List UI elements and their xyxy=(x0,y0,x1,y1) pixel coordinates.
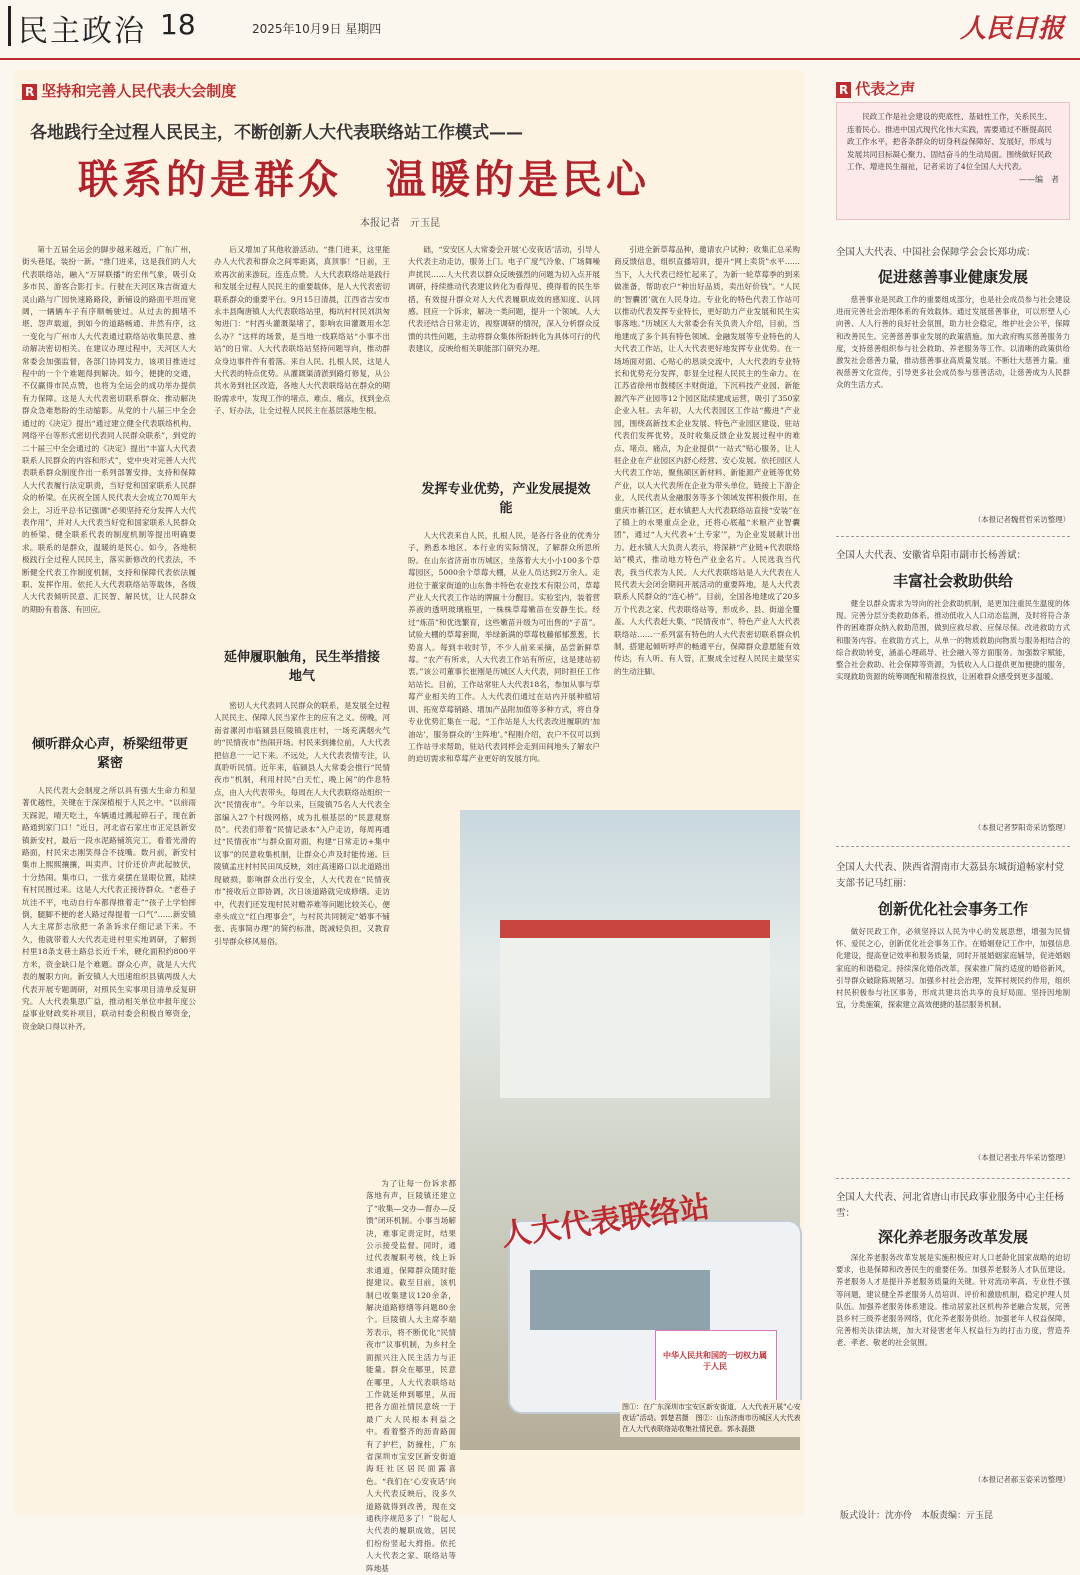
photo-bus-sign: 人大代表联络站 xyxy=(499,1189,712,1254)
intro-text: 民政工作是社会建设的兜底性、基础性工作，关系民生、连着民心。推进中国式现代化伟大实践，需要通过不断提高民政工作水平，把各条群众的切身利益保障好、发展好，形成与发展共同目标凝心聚力、固结奋斗的生动局面。围绕做好民政工作、增进民生福祉，记者采访了4位全国人大代表。 xyxy=(847,112,1053,171)
item-role: 全国人大代表、陕西省渭南市大荔县东城街道畅家村党支部书记马红丽： xyxy=(836,862,1065,889)
item-reporter: （本报记者张丹华采访整理） xyxy=(973,1153,1070,1162)
subhead-3: 发挥专业优势，产业发展提效能 xyxy=(421,482,591,516)
headline: 联系的是群众 温暖的是民心 xyxy=(78,157,650,203)
publish-date: 2025年10月9日 星期四 xyxy=(252,22,382,36)
subhead-2: 延伸履职触角，民生举措接地气 xyxy=(223,650,380,684)
article-text: 础，“安安区人大常委会开展‘心安夜话’活动，引导人大代表主动走访，服务上门。电子广度气冷象、广场舞噪声扰民……人大代表以群众反映强烈的问题为切入点开展调研，持续推动代表建议转化为看得见、摸得着的民生举措，有效提升群众对人大代表履职成效的感知度、认同感。回应一个诉求，解决一类问题，提升一个领域。人大代表还结合日常走访，视察调研的情况，深入分析群众反馈的共性问题，主动将群众集体所盼转化为具体可行的代表建议，反映给相关职能部门研究办理。 xyxy=(408,245,600,354)
article-column-1b xyxy=(22,785,196,1505)
item-body xyxy=(836,294,1070,512)
byline: 本报记者 亓玉昆 xyxy=(360,218,440,229)
article-column-2b xyxy=(214,700,390,1505)
kicker: 各地践行全过程人民民主，不断创新人大代表联络站工作模式—— xyxy=(30,123,523,143)
photo-bus-window xyxy=(530,1270,710,1330)
page-number: 18 xyxy=(160,8,196,41)
item-role: 全国人大代表、河北省唐山市民政事业服务中心主任杨雪： xyxy=(836,1192,1065,1219)
item-body-text: 做好民政工作，必须坚持以人民为中心的发展思想，增强为民情怀、爱民之心，创新优化社会事务工作。在婚姻登记工作中，加强信息化建设，提高登记效率和服务质量，同时开展婚姻家庭辅导，促进婚姻家庭的和谐稳定。持续深化婚俗改革，探索推广简约适度的婚俗新风，引导群众破除陈规陋习。加强乡村社会治理，发挥村规民约作用，组织村民积极参与社区事务，形成共建共治共享的良好局面。坚持因地制宜，分类施策，探索建立高效便捷的基层服务机制。 xyxy=(836,927,1070,1010)
divider xyxy=(836,846,1070,847)
article-text: 后又增加了其他收游活动。“推门进来，这里能办人大代表和群众之间零距离，真顶事！”日前，王欢再次前来游玩，连连点赞。人大代表联络站是践行和发展全过程人民民主的重要载体，是人大代表密切联系群众的重要平台。9月15日清晨，江西省吉安市永丰县陶唐镇人大代表联络站里，梅坑村村民刘洪匆匆进门：“村西头灌溉渠堵了，影响农田灌溉用水怎么办？”这样的场景，是当地一线联络站“小事不出站”的日常。人大代表联络站坚持问题导向，推动群众身边事件件有着落。来自人民、扎根人民，这是人大代表的特点优势。从灌溉渠清淤到路灯修复，从公共水务到社区改造，各地人大代表联络站在群众的期盼需求中，发现工作的堵点、难点、痛点，找到金点子、好办法，让全过程人民民主在基层落地生根。 xyxy=(214,245,390,416)
article-text: 为了让每一份诉求都落地有声，巨陵镇还建立了“收集—交办—督办—反馈”闭环机制。小事当场解决，难事定责定时，结果公示接受监督。同时，通过代表履职考核，线上诉求通道，保障群众随时能提建议。截至目前，该机制已收集建议120余条，解决道路修缮等问题80余个。巨陵镇人大主席李端芳表示，将不断优化“民情夜市”议事机制，为乡村全面振兴注入民主活力与正能量。群众在哪里，民意在哪里，人大代表联络站工作就延伸到哪里，从而把各方面社情民意统一于最广大人民根本利益之中。看着整齐的沥青路面有了护栏，防撞柱，广东省深圳市宝安区新安街道海旺社区居民面露喜色。“我们在‘心安夜话’向人大代表反映后，没多久道路就得到改善，现在交通秩序规范多了！”说起人大代表的履职成效，居民们纷纷竖起大拇指。依托人大代表之家、联络站等阵地基 xyxy=(366,1179,456,1573)
side-tag-text: 代表之声 xyxy=(855,80,916,98)
feature-photo xyxy=(460,810,800,1450)
article-column-5 xyxy=(366,1178,456,1573)
photo-panel-text: 中华人民共和国的一切权力属于人民 xyxy=(663,1351,767,1371)
item-title: 深化养老服务改革发展 xyxy=(877,1228,1028,1246)
item-role: 全国人大代表、中国社会保障学会会长郑功成： xyxy=(836,247,1036,258)
article-column-3 xyxy=(408,244,600,480)
item-body-text: 深化养老服务改革发展是实施积极应对人口老龄化国家战略的迫切要求，也是保障和改善民生的重要任务。加强养老服务人才队伍建设。养老服务人才是提升养老服务质量的关键。针对流动率高、专业性不强等问题，建议健全养老服务人员培训、评价和激励机制，稳定护理人员队伍。加强养老服务体系建设。推动居家社区机构养老融合发展，完善县乡村三级养老服务网络，优化养老服务供给。加强老年人权益保障。完善相关法律法规，加大对侵害老年人权益行为的打击力度，营造养老、孝老、敬老的社会氛围。 xyxy=(836,1253,1070,1348)
item-reporter: （本报记者郝玉姿采访整理） xyxy=(973,1475,1070,1484)
newspaper-logo: 人民日报 xyxy=(960,14,1065,44)
r-badge-icon: R xyxy=(836,82,851,98)
item-reporter: （本报记者罗阳奇采访整理） xyxy=(973,823,1070,832)
item-title: 丰富社会救助供给 xyxy=(892,572,1013,590)
article-text: 人大代表来自人民，扎根人民，是各行各业的优秀分子，熟悉本地区、本行业的实际情况，了解群众所思所盼。在山东省济南市历城区，坐落着大大小小100多个草莓园区，5000余个草莓大棚，从业人员达到2万余人。走进位于董家街道的山东鲁丰特色农业技术有限公司，草莓产业人大代表工作站的牌匾十分醒目。实验室内，装着营养液的透明玻璃瓶里，一株株草莓嫩苗在安静生长。经过“炼苗”和优选繁育，这些嫩苗升级为可出售的“子苗”。试验大棚的草莓套間，举绿新满的草莓枝藤郁郁葱葱，长势喜人。每到丰收时节，不少人前来采摘，品尝新鲜草莓。“农产有所求，人大代表工作站有所应，这是建站初衷。”该公司董事长崔刚是历城区人大代表，同时担任工作站站长。目前，工作站常驻人大代表18名，参加从事与草莓产业相关的工作。人大代表们通过在站内开展种植培训、拓宽草莓销路、增加产品附加值等多种方式，将自身专业优势汇集在一起。“工作站是人大代表改进履职的‘加油站’，服务群众的‘主阵地’。”程刚介绍，农户不仅可以到工作站寻求帮助，驻站代表同样会走到田间地头了解农户的迫切需求和草莓产业更好的发展方向。 xyxy=(408,531,600,764)
item-body xyxy=(836,1252,1070,1470)
divider xyxy=(836,536,1070,537)
article-column-2 xyxy=(214,244,390,648)
column-tag xyxy=(22,80,236,101)
subhead-1: 倾听群众心声，桥梁纽带更紧密 xyxy=(31,737,188,771)
page-credit: 版式设计：沈亦伶 本版责编：亓玉昆 xyxy=(840,1511,994,1521)
side-intro xyxy=(836,102,1070,220)
article-text: 引进全新草莓品种，邀请农户试种；收集汇总采购商反馈信息，组织直播培训，提升“网上卖货”水平……当下，人大代表已经忙起来了，为新一轮草莓季的到来做准备，帮助农户“种出好品质，卖出好价钱”。“人民的‘智囊团’就在人民身边。专业化的特色代表工作站可以推动代表发挥专业特长，更好助力产业发展和民生实事落地。”历城区人大常委会有关负责人介绍，目前，当地建成了多个具有特色领域、金融发展等专业特色的人大代表工作站，让人大代表更好地发挥专业优势。在一场场面对面、心贴心的恳谈交流中，人大代表的专业特长和优势充分发挥，彰显全过程人民民主的生命力。在江苏省徐州市鼓楼区丰财街道，下沉科技产业园、新能源汽车产业园等12个园区陆续建成运营，吸引了350家企业入驻。去年初，人大代表园区工作站“搬进”产业园，围绕高新技术企业发展、特色产业园区建设、驻站代表们发挥优势，及时收集反馈企业发展过程中的难点、堵点、痛点，为企业提供“一站式”贴心服务，让人驻企业在产业园区内舒心经营、安心发展。依托园区人大代表工作站，聚焦硕区新材料、新能源产业链等优势产业，以人大代表所在企业为带头单位，链接上下游企业，人民代表从金融服务等多个领域发挥积极作用。在重庆市綦江区，赶水镇把人大代表联络站直接“安装”在了镇上的水果重点企业，还将心底蕴“米粮产业智囊团”，通过“人大代表+‘土专家’”，为企业发展献计出力。赶水镇人大负责人表示，将深耕“产业链+代表联络站”模式，推动地方特色产业金名片。人民选我当代表，我当代表为人民。人大代表联络站是人大代表在人民代表大会闭会期间开展活动的重要阵地，是人大代表联系人民群众的“连心桥”。目前，全国各地建成了20多万个代表之家、代表联络站等，形成乡、县、街道全覆盖。人大代表赶大集、“民情夜市”、特色产业人大代表联络站……一系列富有特色的人大代表密切联系群众机制，搭建起倾听呼声的畅通平台，保障群众意愿能有效传达，有人听、有人管，汇聚成全过程人民民主最坚实的生动注脚。 xyxy=(614,245,800,676)
r-badge-icon: R xyxy=(22,84,37,100)
item-title: 促进慈善事业健康发展 xyxy=(877,268,1028,286)
article-column-1 xyxy=(22,244,196,732)
article-column-3b xyxy=(408,530,600,805)
photo-tent xyxy=(500,920,770,1098)
divider xyxy=(836,1178,1070,1179)
item-reporter: （本报记者魏哲哲采访整理） xyxy=(973,515,1070,524)
item-title: 创新优化社会事务工作 xyxy=(877,900,1028,918)
item-body xyxy=(836,598,1070,820)
article-column-4 xyxy=(614,244,800,804)
item-body xyxy=(836,926,1070,1148)
section-bar xyxy=(8,6,11,46)
article-text: 密切人大代表同人民群众的联系，是发展全过程人民民主、保障人民当家作主的应有之义。傍晚，河南省漯河市临颍县巨陵镇袁庄村，一场充满烟火气的“民情夜市”热闹开场。村民来到摊位前，人大代表把信息一一记下来。不远处，人大代表表情专注，认真聆听民情。近年来，临颍县人大常委会推行“民情夜市”机制，利用村民“白天忙、晚上闲”的作息特点，由人大代表带头，每周在人大代表联络站组织一次“民情夜市”。今年以来，巨陵镇75名人大代表全部编入27个村级网格，成为扎根基层的“民意观察员”。代表们带着“民情记录本”入户走访，每周再通过“民情夜市”与群众面对面，构建“日常走访+集中议事”的民意收集机制，让群众心声及时能传递。巨陵镇孟庄村村民田凤反映，刘庄高速路口以北道路出现破损，影响群众出行安全，人大代表在“民情夜市”接收后立即协调，次日该道路就完成修缮。走访中，代表们还发现村民对赡养难等问题比较关心，便牵头成立“红白理事会”，与村民共同制定“婚事不铺张、丧事简办理”的简约标准，既减轻负担，又教育引导群众移风易俗。 xyxy=(214,701,390,946)
intro-signature: ——编 者 xyxy=(1019,174,1059,184)
article-text: 第十五届全运会的脚步越来越近，广东广州，街头巷尾，装扮一新。“推门进来，这是我们的人大代表联络站，融入“万屏联播”的宏伟气象，吸引众多市民、游客合影打卡。行驶在天河区珠吉街道大灵山路与广园快速路路段，新铺设的路面平坦而宽阔，一辆辆车子有序顺畅驶过。从过去的拥堵不堪、怨声载道，到如今的道路畅通、井然有序，这一变化与广州市人大代表通过联络站收集民意、推动解决密切相关。在建议办理过程中，天河区人大常委会加强监督，各部门协同发力，该项目推进过程中的一个个难题得到解决。如今，便捷的交通，不仅赢得市民点赞，也将为全运会的成功举办提供有力保障。这是人大代表密切联系群众、推动解决群众急难愁盼的生动缩影。从党的十八届三中全会通过的《决定》提出“通过建立健全代表联络机构、网络平台等形式密切代表同人民群众联系”，到党的二十届三中全会通过的《决定》提出“丰富人大代表联系人民群众的内容和形式”，党中央对完善人大代表联系群众制度作出一系列部署安排，支持和保障人大代表履行法定职责，当好党和国家联系人民群众的桥梁。在庆祝全国人民代表大会成立70周年大会上，习近平总书记强调“必须坚持充分发挥人大代表作用”，并对人大代表当好党和国家联系人民群众的桥梁、健全联系代表的制度机制等提出明确要求。联系的是群众，温暖的是民心。如今，各地积极践行全过程人民民主，落实新修改的代表法，不断健全代表工作制度机制，支持和保障代表依法履职、发挥作用。依托人大代表联络站等载体，各级人大代表倾听民意、汇民智、解民忧，让人民群众的期盼有着落、有回应。 xyxy=(22,245,196,614)
item-role: 全国人大代表、安徽省阜阳市副市长杨善斌： xyxy=(836,550,1027,561)
article-text: 人民代表大会制度之所以具有强大生命力和显著优越性，关键在于深深植根于人民之中。“以前雨天踩泥，晴天吃土，车辆通过溅起碎石子，现在新路通到家门口！”近日，河北省石家庄市正定县新安镇新安村，最后一段水泥路铺筑完工，看着光滑的路面，村民宋志刚笑得合不拢嘴。数月前，新安村集市上熙熙攘攘，叫卖声、讨价还价声此起彼伏，十分热闹。集市口，一张方桌摆在显眼位置，陆续有村民围过来。这是人大代表正接待群众。“老巷子坑洼不平，电动自行车都得推着走”“孩子上学怕摔倒，腿脚不便的老人路过得提着一口气”……新安镇人大主席彭志欣把一条条诉求仔细记录下来。不久，他就带着人大代表走进村里实地调研，了解到村里18条支巷土路总长近千米，硬化面积约800平方米，资金缺口是个难题。群众心声，就是人大代表的履职方向。新安镇人大迅速组织县镇两级人大代表开展专题调研，对照民生实事项目清单反复研究。人大代表集思广益，推动相关单位申报年度公益事业财政奖补项目，联动村委会积极自筹资金，资金缺口得以补齐。 xyxy=(22,786,196,1031)
column-tag-text: 坚持和完善人民代表大会制度 xyxy=(41,82,237,100)
side-column-tag xyxy=(836,78,915,99)
section-name: 民主政治 xyxy=(18,14,146,49)
item-body-text: 慈善事业是民政工作的重要组成部分，也是社会成员参与社会建设进而完善社会治理体系的有效载体。通过发展慈善事业，可以形塑人心向善、人人行善的良好社会氛围，助力社会稳定，维护社会公平，保障和改善民生。完善慈善事业发展的政策措施。加大政府购买慈善服务力度，支持慈善组织参与社会救助、养老服务等工作。以清晰的政策供给激发社会慈善力量，推动慈善事业高质量发展。不断壮大慈善力量。重视慈善文化宣传，引导更多社会成员参与慈善活动，让慈善成为人民群众的生活方式。 xyxy=(836,295,1070,390)
item-body-text: 健全以群众需求为导向的社会救助机制，是更加注重民生温度的体现。完善分层分类救助体系。推动低收入人口动态监测，及时将符合条件的困难群众纳入救助范围，做到应救尽救、应保尽保。改进救助方式和服务内容。在救助方式上，从单一的物质救助向物质与服务相结合的综合救助转变，涵盖心理疏导、社会融入等方面服务。加强数字赋能，整合社会救助、社会保障等资源，为低收入人口提供更加便捷的服务，实现救助资源的统筹调配和精准投放，让困难群众感受到更多温暖。 xyxy=(836,599,1070,682)
photo-caption: 图①：在广东深圳市宝安区新安街道，人大代表开展“心安夜话”活动。郭楚君摄 图②：山东济南市历城区人大代表在人大代表联络站收集社情民意。郭永磊摄 xyxy=(620,1400,804,1437)
